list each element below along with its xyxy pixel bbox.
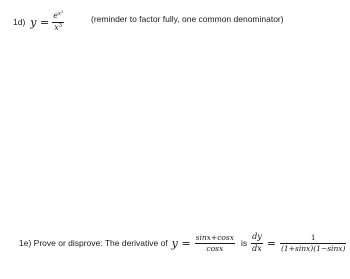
problem-1e-lhs: y =: [171, 236, 191, 250]
problem-1d: [13, 4, 64, 40]
problem-1e-equals: =: [266, 236, 276, 250]
problem-1e-derivative-denominator: dx: [252, 243, 262, 253]
problem-1e-function-numerator: sinx+cosx: [195, 232, 234, 242]
problem-1e: [19, 228, 346, 258]
problem-1e-derivative-numerator: dy: [252, 232, 262, 242]
problem-1e-result-numerator: 1: [310, 232, 316, 242]
problem-1e-function-denominator: cosx: [206, 243, 224, 253]
problem-1d-reminder: (reminder to factor fully, one common denominator): [91, 14, 284, 24]
problem-1e-result-denominator: (1+sinx)(1−sinx): [281, 243, 346, 253]
problem-1e-result-fraction: [280, 234, 346, 253]
problem-1e-label: 1e) Prove or disprove: The derivative of: [19, 238, 168, 248]
problem-1d-lhs: y =: [30, 15, 50, 29]
problem-1e-derivative-fraction: [251, 233, 263, 253]
problem-1d-denominator: $x^3$: [54, 22, 63, 32]
problem-1e-function-fraction: [195, 234, 235, 253]
problem-1d-numerator: $e^{x^3}$: [53, 10, 64, 21]
problem-1e-is-word: is: [241, 238, 248, 248]
problem-1d-fraction: [52, 12, 64, 32]
problem-1d-label: 1d): [13, 17, 26, 27]
